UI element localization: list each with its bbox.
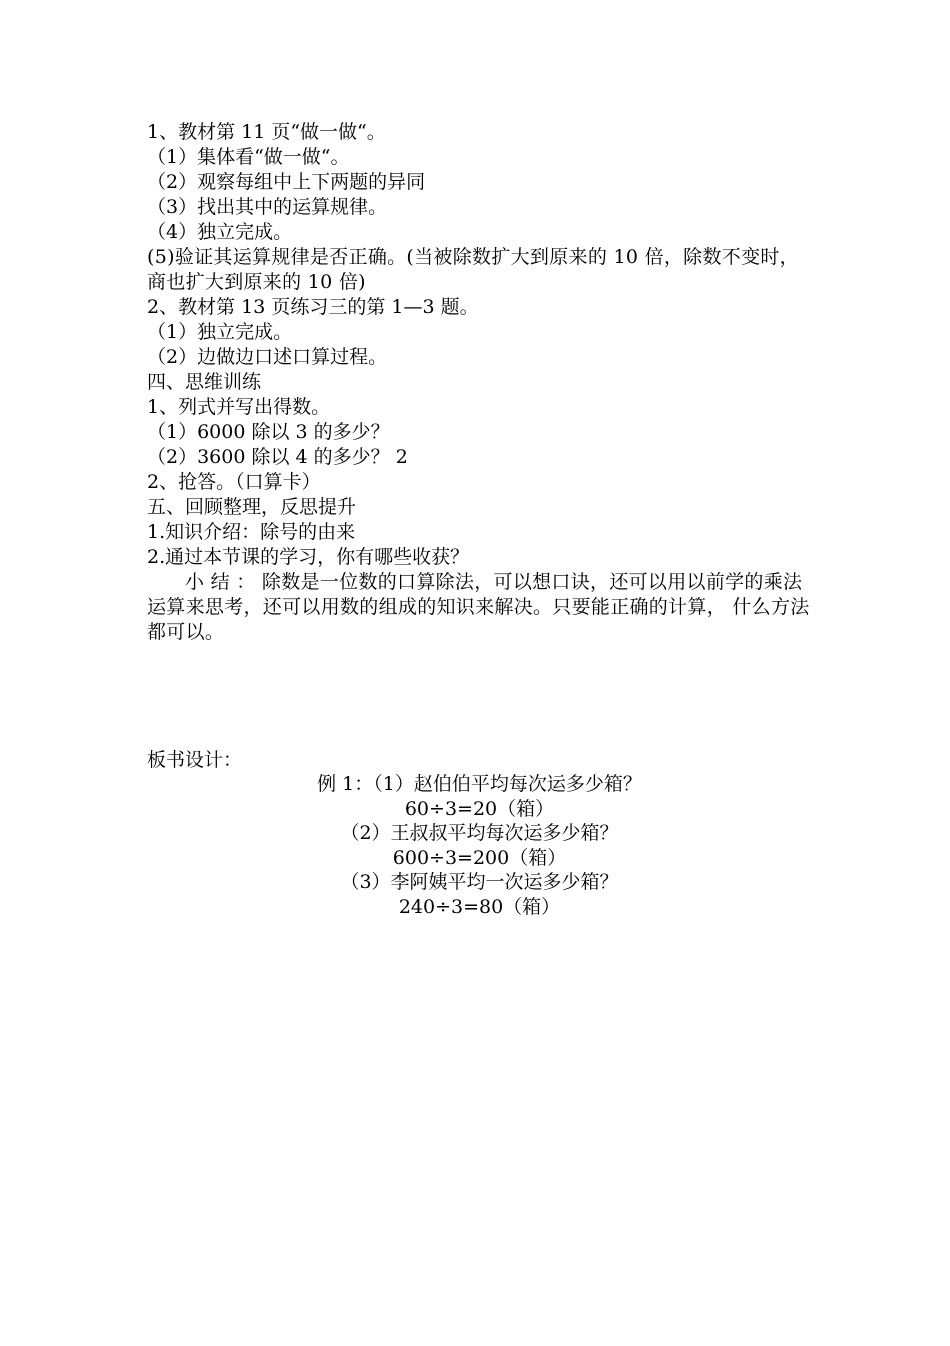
board-line: （3）李阿姨平均一次运多少箱？ xyxy=(340,871,619,893)
board-line: 60÷3=20（箱） xyxy=(404,797,555,820)
board-design-title: 板书设计： xyxy=(147,749,243,771)
text-line: 1、列式并写出得数。 xyxy=(147,396,331,418)
board-line: （2）王叔叔平均每次运多少箱？ xyxy=(340,822,619,844)
text-line: 2.通过本节课的学习，你有哪些收获？ xyxy=(147,546,470,568)
text-line: 2、教材第 13 页练习三的第 1—3 题。 xyxy=(147,296,479,318)
text-paragraph: (5)验证其运算规律是否正确。(当被除数扩大到原来的 10 倍，除数不变时，商也扩大到原来的 10 倍) xyxy=(147,246,799,293)
text-line: （3）找出其中的运算规律。 xyxy=(147,196,388,218)
section-heading: 五、回顾整理，反思提升 xyxy=(147,496,357,518)
text-line: （2）观察每组中上下两题的异同 xyxy=(147,171,426,193)
text-line: （2）边做边口述口算过程。 xyxy=(147,346,388,368)
text-line: （1）集体看“做一做“。 xyxy=(147,146,350,168)
text-line: 2、抢答。（口算卡） xyxy=(147,471,321,493)
board-design xyxy=(147,772,812,919)
board-line: 600÷3=200（箱） xyxy=(392,846,567,869)
text-line: （1）6000 除以 3 的多少？ xyxy=(147,421,390,443)
lesson-body xyxy=(147,120,812,645)
board-line: 例 1：（1）赵伯伯平均每次运多少箱？ xyxy=(317,773,642,795)
board-line: 240÷3=80（箱） xyxy=(398,895,561,918)
text-line: 1、教材第 11 页“做一做“。 xyxy=(147,121,386,143)
summary-paragraph: 小 结 ： 除数是一位数的口算除法，可以想口诀，还可以用以前学的乘法 运算来思考，还可以用数的组成的知识来解决。只要能正确的计算， 什么方法都可以。 xyxy=(147,571,810,643)
section-heading: 四、思维训练 xyxy=(147,371,262,393)
text-line: （2）3600 除以 4 的多少？ 2 xyxy=(147,446,408,468)
text-line: （1）独立完成。 xyxy=(147,321,293,343)
text-line: 1.知识介绍：除号的由来 xyxy=(147,521,356,543)
text-line: （4）独立完成。 xyxy=(147,221,293,243)
